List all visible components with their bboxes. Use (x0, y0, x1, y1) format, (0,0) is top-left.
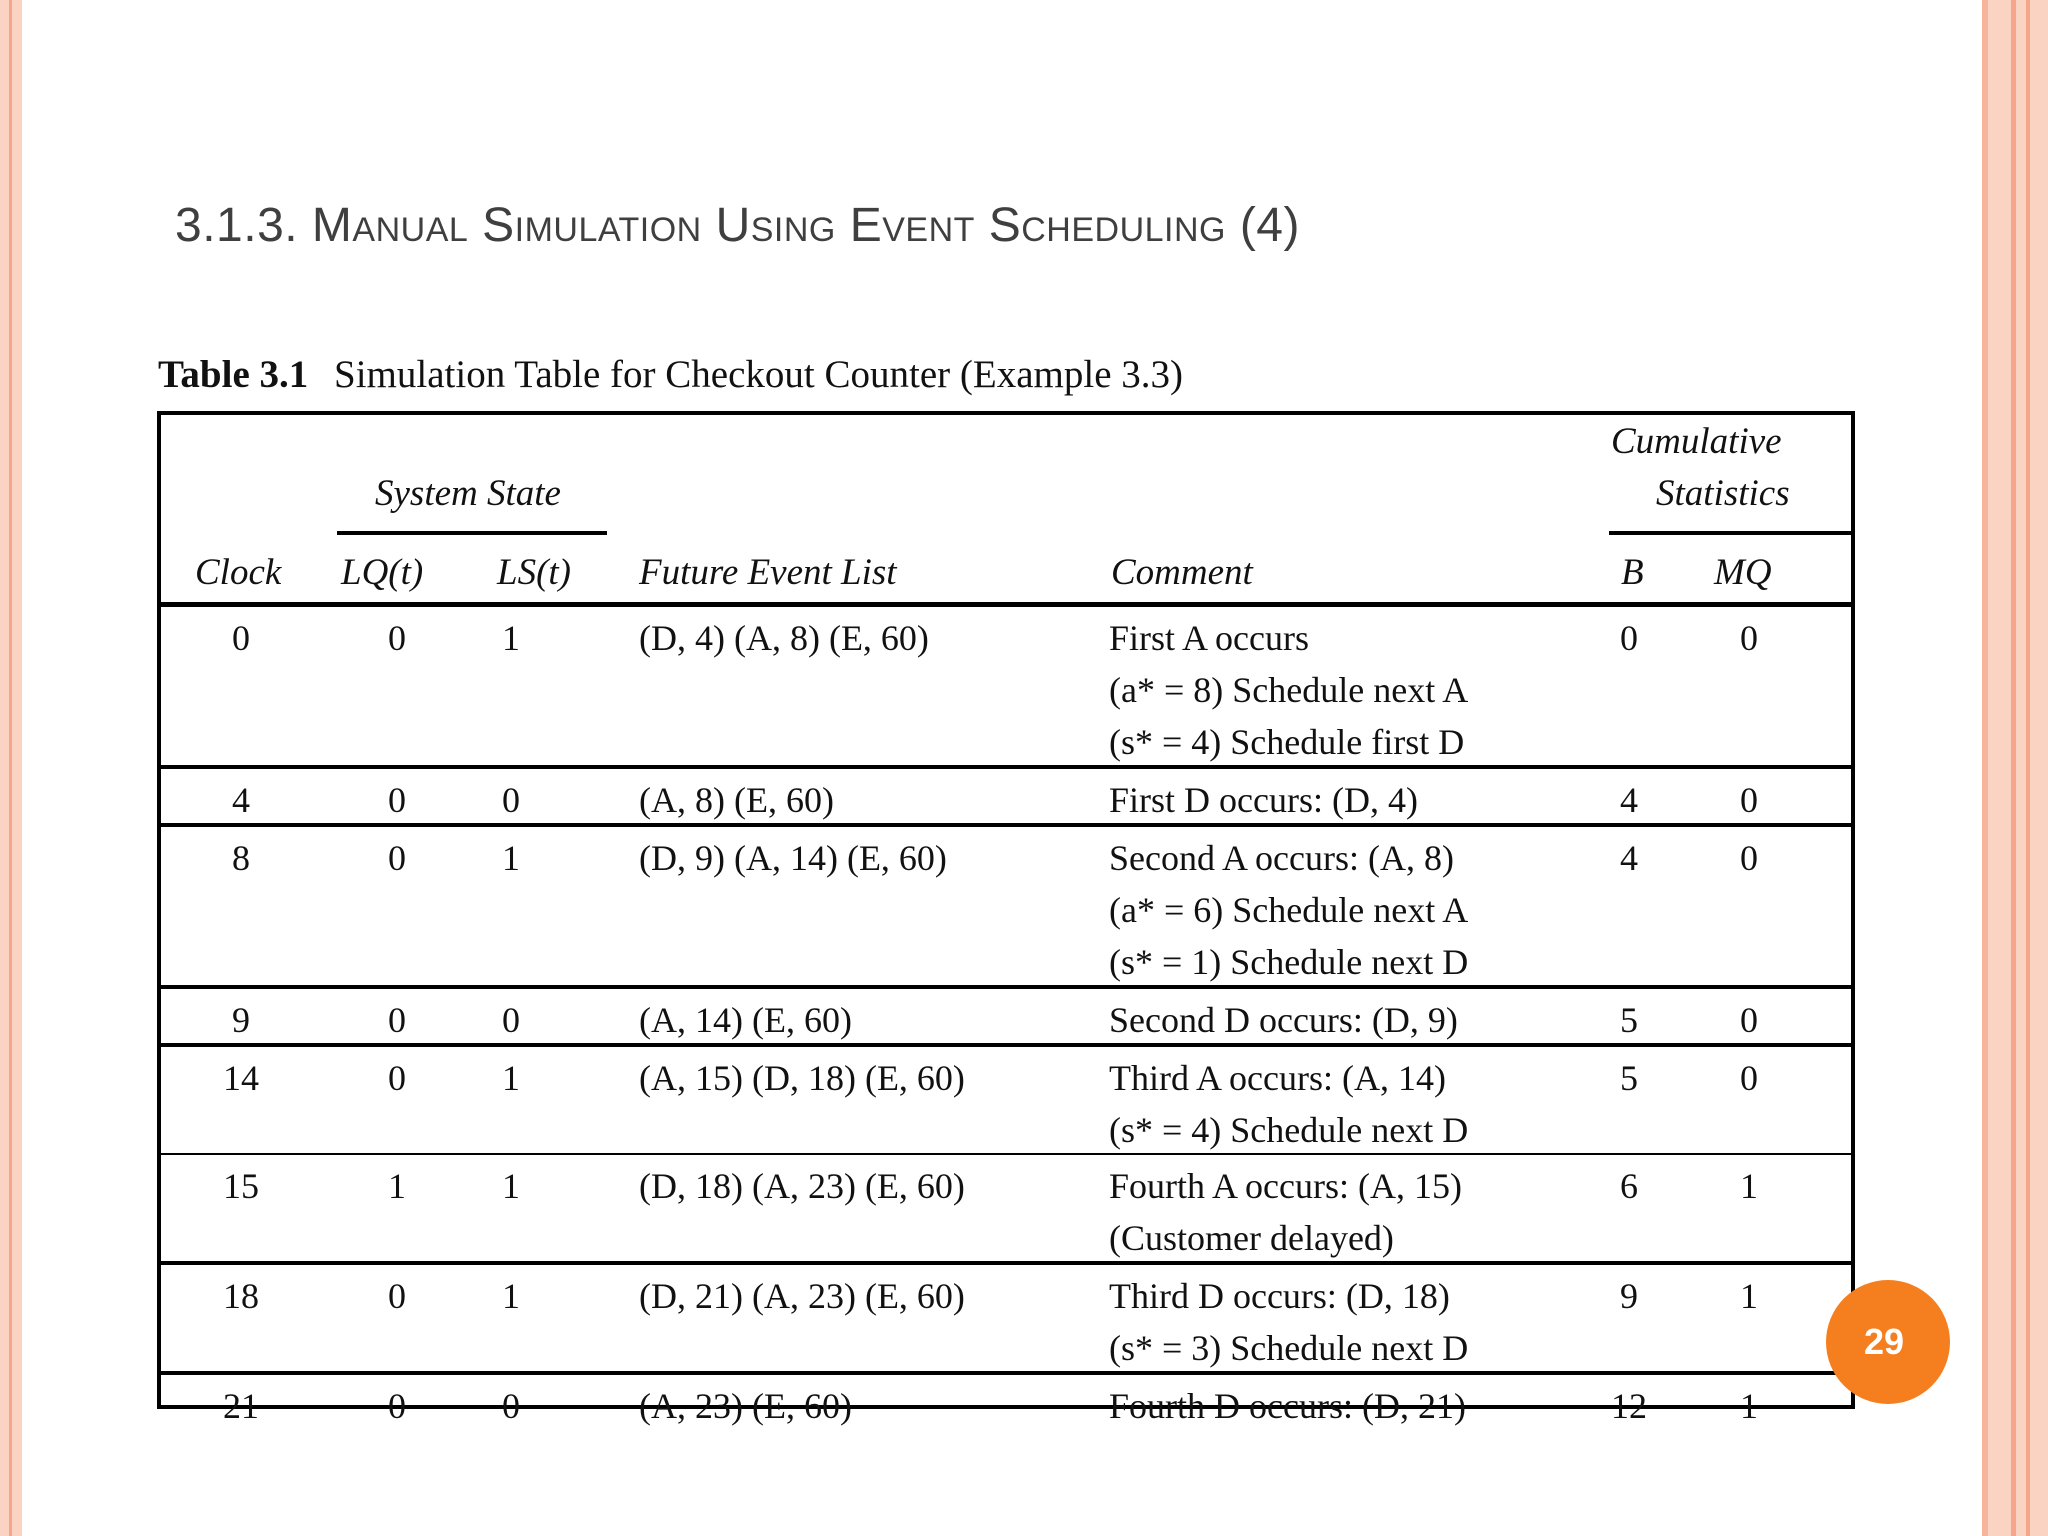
cell-ls: 1 (502, 1058, 520, 1098)
column-header-mq: MQ (1714, 552, 1772, 593)
cell-comment-line: Third A occurs: (A, 14) (1109, 1058, 1446, 1098)
cell-lq: 0 (388, 1386, 406, 1426)
cell-ls: 0 (502, 1000, 520, 1040)
cell-mq: 1 (1740, 1276, 1758, 1316)
column-header-clock: Clock (195, 552, 282, 593)
cell-mq: 0 (1740, 838, 1758, 878)
cell-mq: 0 (1740, 1000, 1758, 1040)
cell-ls: 1 (502, 1276, 520, 1316)
table-caption-number: Table 3.1 (158, 353, 309, 396)
cell-comment-line: (Customer delayed) (1109, 1218, 1394, 1258)
cell-ls: 0 (502, 1386, 520, 1426)
cell-clock: 15 (223, 1166, 259, 1206)
table-caption (158, 352, 1183, 397)
table-row (161, 607, 1851, 765)
page-number-badge: 29 (1826, 1280, 1950, 1404)
cell-lq: 0 (388, 1000, 406, 1040)
cell-b: 5 (1620, 1000, 1638, 1040)
cell-ls: 1 (502, 838, 520, 878)
cell-clock: 14 (223, 1058, 259, 1098)
cell-comment-line: (s* = 1) Schedule next D (1109, 942, 1469, 982)
cell-b: 6 (1620, 1166, 1638, 1206)
cell-b: 12 (1611, 1386, 1647, 1426)
cell-fel: (A, 15) (D, 18) (E, 60) (639, 1058, 965, 1098)
cell-ls: 1 (502, 618, 520, 658)
cell-comment-line: (s* = 3) Schedule next D (1109, 1328, 1469, 1368)
table-row (161, 769, 1851, 823)
cell-clock: 0 (232, 618, 250, 658)
cell-mq: 1 (1740, 1386, 1758, 1426)
cell-lq: 0 (388, 838, 406, 878)
column-header-comment: Comment (1111, 552, 1253, 593)
cell-comment-line: (s* = 4) Schedule first D (1109, 722, 1465, 762)
cell-comment-line: Third D occurs: (D, 18) (1109, 1276, 1450, 1316)
cell-fel: (A, 23) (E, 60) (639, 1386, 852, 1426)
column-header-ls: LS(t) (497, 552, 571, 593)
cell-comment-line: Fourth D occurs: (D, 21) (1109, 1386, 1466, 1426)
cell-comment-line: (s* = 4) Schedule next D (1109, 1110, 1469, 1150)
cell-lq: 0 (388, 1276, 406, 1316)
cell-comment-line: Second A occurs: (A, 8) (1109, 838, 1454, 878)
cell-b: 4 (1620, 780, 1638, 820)
left-decorative-border (0, 0, 22, 1536)
cell-lq: 0 (388, 1058, 406, 1098)
slide-title: 3.1.3. Manual Simulation Using Event Scheduling (4) (175, 199, 1300, 252)
cell-fel: (D, 4) (A, 8) (E, 60) (639, 618, 929, 658)
cell-fel: (A, 14) (E, 60) (639, 1000, 852, 1040)
cell-lq: 0 (388, 618, 406, 658)
right-decorative-border (1958, 0, 2048, 1536)
system-state-underline (337, 531, 607, 535)
table-row (161, 1375, 1851, 1429)
cell-b: 9 (1620, 1276, 1638, 1316)
cell-comment-line: Fourth A occurs: (A, 15) (1109, 1166, 1462, 1206)
table-caption-text: Simulation Table for Checkout Counter (Example 3.3) (334, 353, 1183, 396)
cell-b: 4 (1620, 838, 1638, 878)
group-header-system-state: System State (375, 473, 561, 514)
cell-mq: 0 (1740, 1058, 1758, 1098)
cell-fel: (A, 8) (E, 60) (639, 780, 834, 820)
table-row (161, 1265, 1851, 1371)
table-row (161, 1047, 1851, 1153)
cell-ls: 1 (502, 1166, 520, 1206)
cell-fel: (D, 9) (A, 14) (E, 60) (639, 838, 947, 878)
cell-lq: 0 (388, 780, 406, 820)
cell-mq: 1 (1740, 1166, 1758, 1206)
group-header-statistics: Statistics (1656, 473, 1790, 514)
cell-b: 0 (1620, 618, 1638, 658)
cell-mq: 0 (1740, 780, 1758, 820)
column-header-b: B (1621, 552, 1644, 593)
cumulative-underline (1609, 531, 1855, 535)
cell-clock: 4 (232, 780, 250, 820)
cell-fel: (D, 18) (A, 23) (E, 60) (639, 1166, 965, 1206)
cell-clock: 8 (232, 838, 250, 878)
cell-clock: 18 (223, 1276, 259, 1316)
cell-comment-line: First A occurs (1109, 618, 1310, 658)
group-header-cumulative: Cumulative (1611, 421, 1782, 462)
cell-comment-line: Second D occurs: (D, 9) (1109, 1000, 1458, 1040)
cell-ls: 0 (502, 780, 520, 820)
cell-comment-line: First D occurs: (D, 4) (1109, 780, 1418, 820)
table-row (161, 989, 1851, 1043)
cell-clock: 21 (223, 1386, 259, 1426)
cell-b: 5 (1620, 1058, 1638, 1098)
table-row (161, 827, 1851, 985)
cell-comment-line: (a* = 6) Schedule next A (1109, 890, 1469, 930)
cell-fel: (D, 21) (A, 23) (E, 60) (639, 1276, 965, 1316)
table-row (161, 1155, 1851, 1261)
cell-comment-line: (a* = 8) Schedule next A (1109, 670, 1469, 710)
cell-lq: 1 (388, 1166, 406, 1206)
column-header-lq: LQ(t) (341, 552, 424, 593)
column-header-future-event-list: Future Event List (639, 552, 897, 593)
cell-mq: 0 (1740, 618, 1758, 658)
cell-clock: 9 (232, 1000, 250, 1040)
simulation-table (157, 411, 1855, 1426)
